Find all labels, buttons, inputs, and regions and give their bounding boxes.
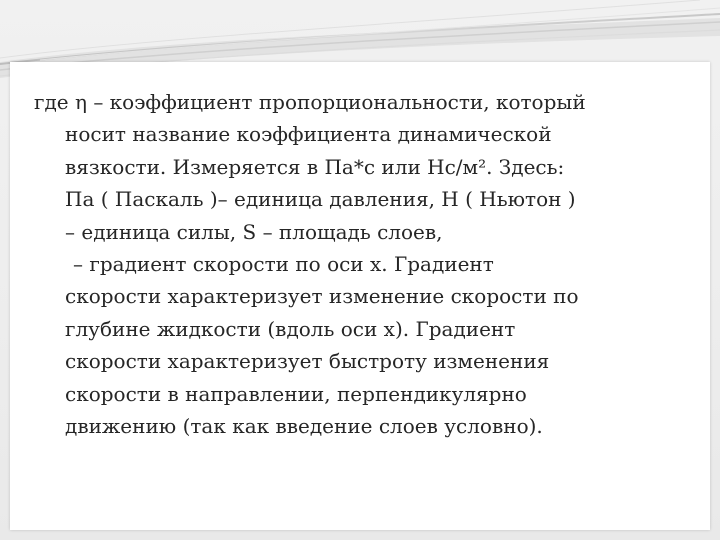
text-line: вязкости. Измеряется в Па*с или Нс/м². Здесь: (65, 154, 565, 179)
text-line: – градиент скорости по оси х. Градиент (73, 252, 494, 277)
text-line: скорости характеризует изменение скорости по (65, 284, 579, 309)
text-line: скорости в направлении, перпендикулярно (65, 381, 527, 406)
text-line: – единица силы, S – площадь слоев, (65, 219, 443, 244)
text-line: движению (так как введение слоев условно). (65, 414, 543, 439)
text-line: где η – коэффициент пропорциональности, который (34, 90, 586, 114)
text-line: глубине жидкости (вдоль оси х). Градиент (65, 316, 516, 341)
text-line: скорости характеризует быстроту изменения (65, 349, 550, 374)
body-text (34, 86, 694, 442)
text-line: Па ( Паскаль )– единица давления, Н ( Ньютон ) (65, 187, 576, 212)
text-line: носит название коэффициента динамической (65, 122, 552, 147)
